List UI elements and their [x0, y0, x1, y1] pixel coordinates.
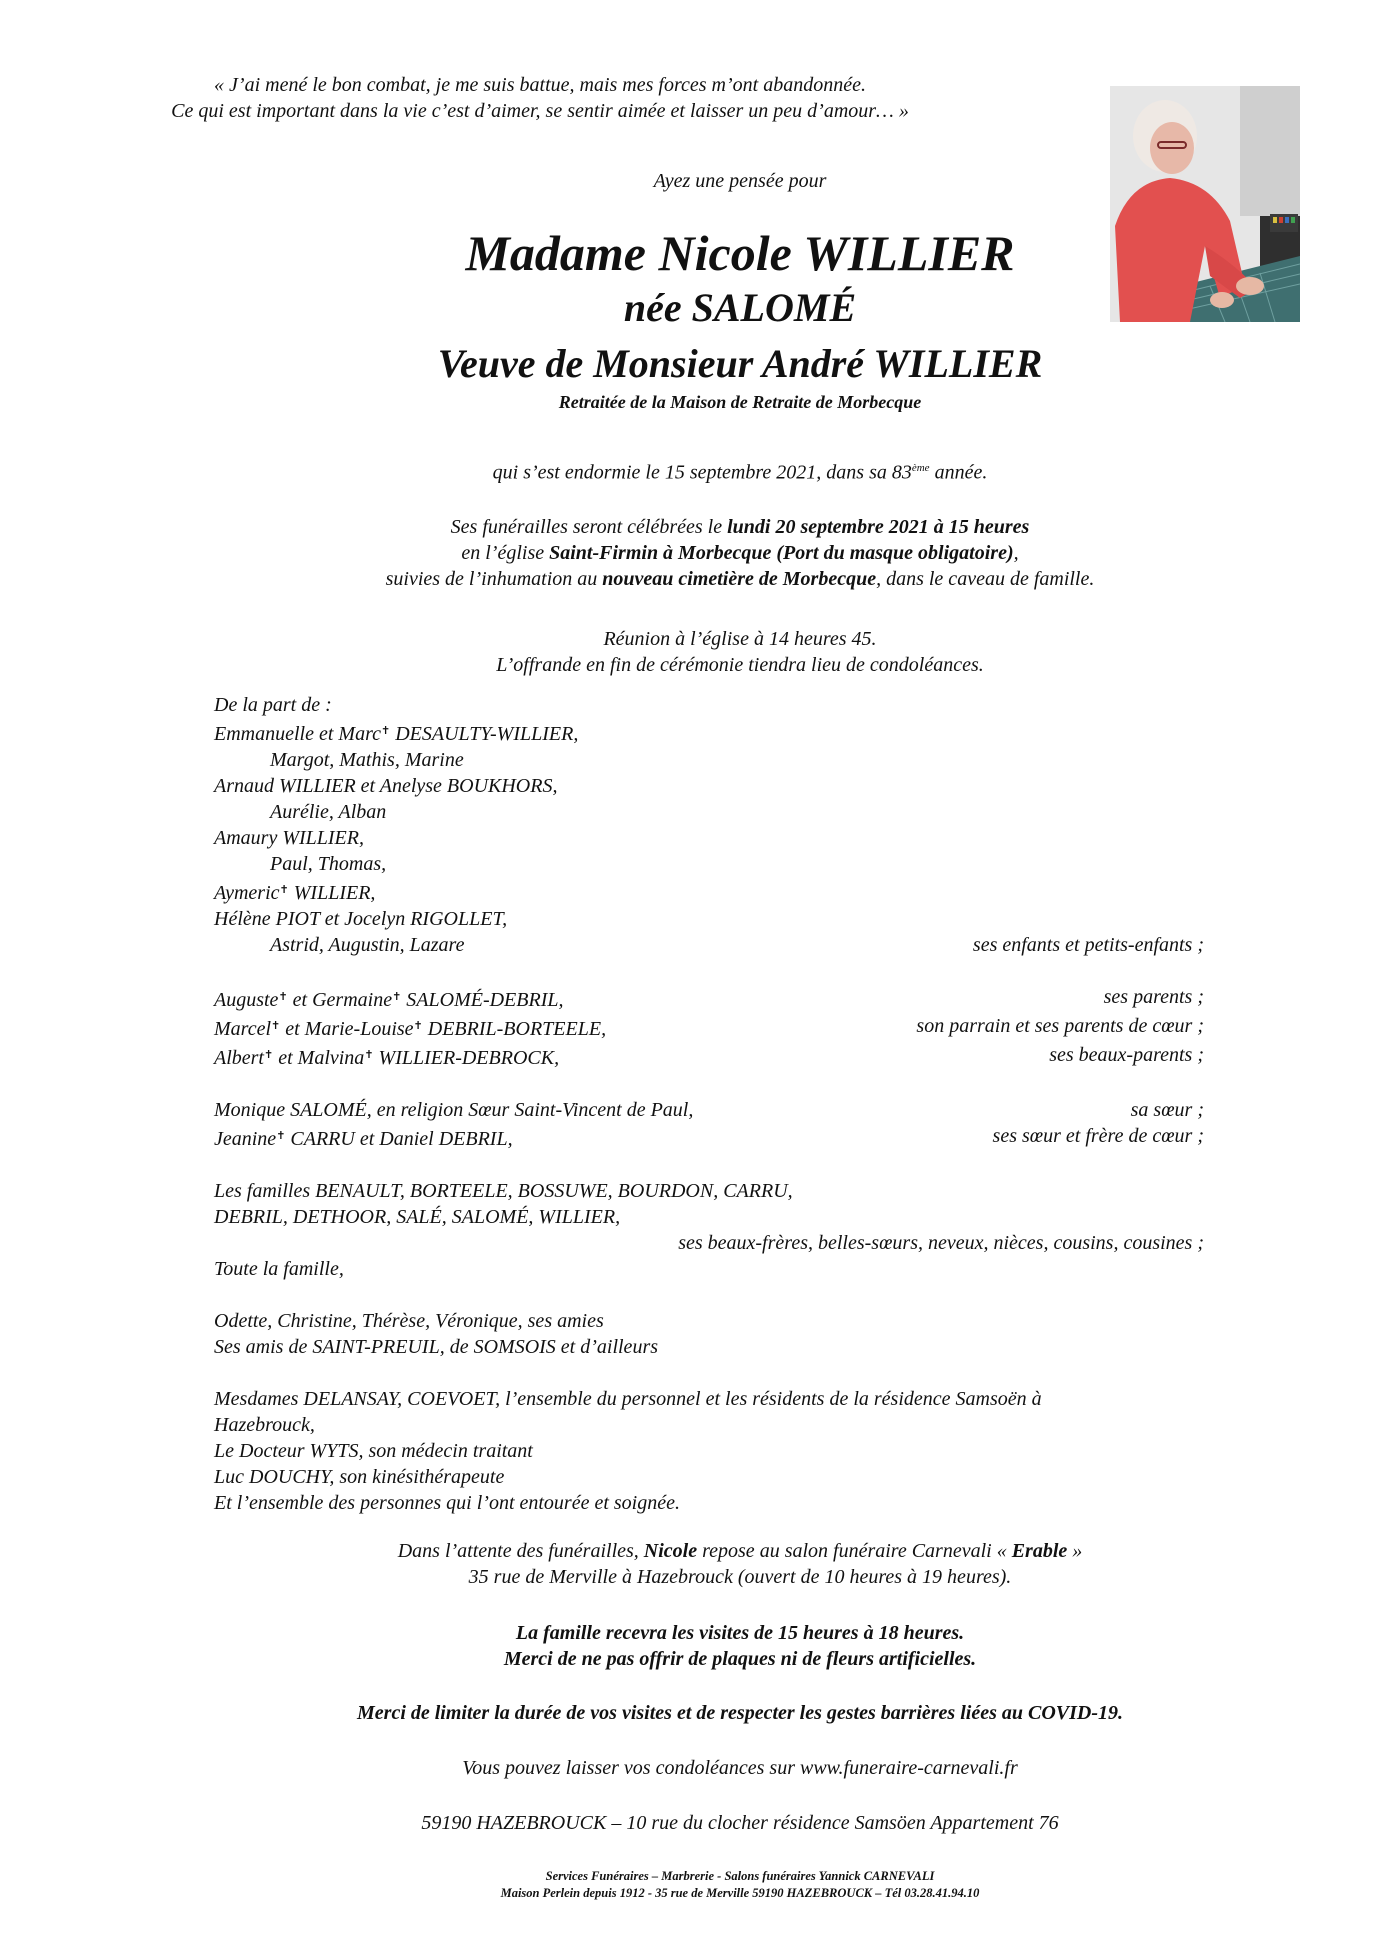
list-item: Emmanuelle et Marc✝ DESAULTY-WILLIER, [214, 723, 579, 745]
list-item: Hazebrouck, [214, 1414, 315, 1436]
list-item: Marcel✝ et Marie-Louise✝ DEBRIL-BORTEELE, son parrain et ses parents de cœur ; [214, 1015, 1204, 1040]
list-item: Aurélie, Alban [270, 801, 387, 823]
list-item: Les familles BENAULT, BORTEELE, BOSSUWE, BOURDON, CARRU, [214, 1180, 793, 1202]
list-item: Mesdames DELANSAY, COEVOET, l’ensemble du personnel et les résidents de la résidence Samsoën à [214, 1388, 1042, 1410]
relation-label: sa sœur ; [1130, 1099, 1204, 1121]
list-item: Toute la famille, [214, 1258, 344, 1280]
quote-line-2: Ce qui est important dans la vie c’est d’aimer, se sentir aimée et laisser un peu d’amour… » [171, 100, 909, 122]
relation-label: son parrain et ses parents de cœur ; [916, 1015, 1204, 1037]
quote-line-1: « J’ai mené le bon combat, je me suis battue, mais mes forces m’ont abandonnée. [214, 74, 866, 96]
home-address: 59190 HAZEBROUCK – 10 rue du clocher résidence Samsöen Appartement 76 [421, 1812, 1059, 1834]
retired-from: Retraitée de la Maison de Retraite de Morbecque [558, 392, 922, 412]
funeral-details [240, 514, 1240, 592]
list-item [214, 1230, 1204, 1256]
list-item: Margot, Mathis, Marine [270, 749, 464, 771]
relation-label: ses beaux-frères, belles-sœurs, neveux, nièces, cousins, cousines ; [678, 1232, 1204, 1254]
relation-label: ses parents ; [1103, 986, 1204, 1008]
funeral-line-3: suivies de l’inhumation au nouveau cimetière de Morbecque, dans le caveau de famille. [385, 568, 1095, 590]
condolences-notice: Vous pouvez laisser vos condoléances sur www.funeraire-carnevali.fr [462, 1757, 1018, 1779]
rest-details [240, 1538, 1240, 1590]
footer-line-2: Maison Perlein depuis 1912 - 35 rue de Merville 59190 HAZEBROUCK – Tél 03.28.41.94.10 [500, 1886, 980, 1900]
list-item: DEBRIL, DETHOOR, SALÉ, SALOMÉ, WILLIER, [214, 1206, 621, 1228]
list-item: Et l’ensemble des personnes qui l’ont entourée et soignée. [214, 1492, 680, 1514]
list-item: Monique SALOMÉ, en religion Sœur Saint-Vincent de Paul, sa sœur ; [214, 1099, 1204, 1121]
funeral-line-1: Ses funérailles seront célébrées le lundi 20 septembre 2021 à 15 heures [450, 516, 1030, 538]
list-item: Auguste✝ et Germaine✝ SALOMÉ-DEBRIL, ses parents ; [214, 986, 1204, 1011]
list-item: Jeanine✝ CARRU et Daniel DEBRIL, ses sœur et frère de cœur ; [214, 1125, 1204, 1150]
intro-text: Ayez une pensée pour [653, 170, 827, 192]
relation-label: ses sœur et frère de cœur ; [992, 1125, 1204, 1147]
list-item: Luc DOUCHY, son kinésithérapeute [214, 1466, 505, 1488]
list-item: Arnaud WILLIER et Anelyse BOUKHORS, [214, 775, 558, 797]
relation-label: ses enfants et petits-enfants ; [972, 934, 1204, 956]
list-item: Albert✝ et Malvina✝ WILLIER-DEBROCK, ses beaux-parents ; [214, 1044, 1204, 1069]
list-item: Odette, Christine, Thérèse, Véronique, ses amies [214, 1310, 604, 1332]
relation-label: ses beaux-parents ; [1049, 1044, 1204, 1066]
list-item: Paul, Thomas, [270, 853, 387, 875]
covid-notice: Merci de limiter la durée de vos visites et de respecter les gestes barrières liées au COVID-19. [357, 1702, 1123, 1724]
footer-line-1: Services Funéraires – Marbrerie - Salons funéraires Yannick CARNEVALI [545, 1869, 935, 1883]
from-intro: De la part de : [214, 694, 332, 716]
deceased-name: Madame Nicole WILLIER [465, 225, 1015, 281]
list-item: Aymeric✝ WILLIER, [214, 882, 376, 904]
footer [290, 1868, 1190, 1902]
meeting-details: Réunion à l’église à 14 heures 45. L’offrande en fin de cérémonie tiendra lieu de condoléances. [496, 628, 984, 676]
maiden-name: née SALOMÉ [623, 285, 857, 330]
list-item: Le Docteur WYTS, son médecin traitant [214, 1440, 533, 1462]
list-item: Hélène PIOT et Jocelyn RIGOLLET, [214, 908, 508, 930]
widow-of: Veuve de Monsieur André WILLIER [437, 341, 1043, 386]
family-list [214, 692, 1204, 1516]
list-item: Ses amis de SAINT-PREUIL, de SOMSOIS et d’ailleurs [214, 1336, 659, 1358]
death-announcement: qui s’est endormie le 15 septembre 2021, dans sa 83ème année. [492, 461, 988, 484]
rest-line-2: 35 rue de Merville à Hazebrouck (ouvert de 10 heures à 19 heures). [468, 1566, 1012, 1588]
list-item: Astrid, Augustin, Lazare ses enfants et petits-enfants ; [270, 934, 1204, 956]
funeral-line-2: en l’église Saint-Firmin à Morbecque (Port du masque obligatoire), [461, 542, 1019, 564]
list-item: Amaury WILLIER, [214, 827, 364, 849]
rest-line-1: Dans l’attente des funérailles, Nicole repose au salon funéraire Carnevali « Erable » [397, 1540, 1083, 1562]
quote [130, 72, 950, 124]
visits-notice: La famille recevra les visites de 15 heures à 18 heures. Merci de ne pas offrir de plaques ni de fleurs artificielles. [503, 1622, 977, 1670]
